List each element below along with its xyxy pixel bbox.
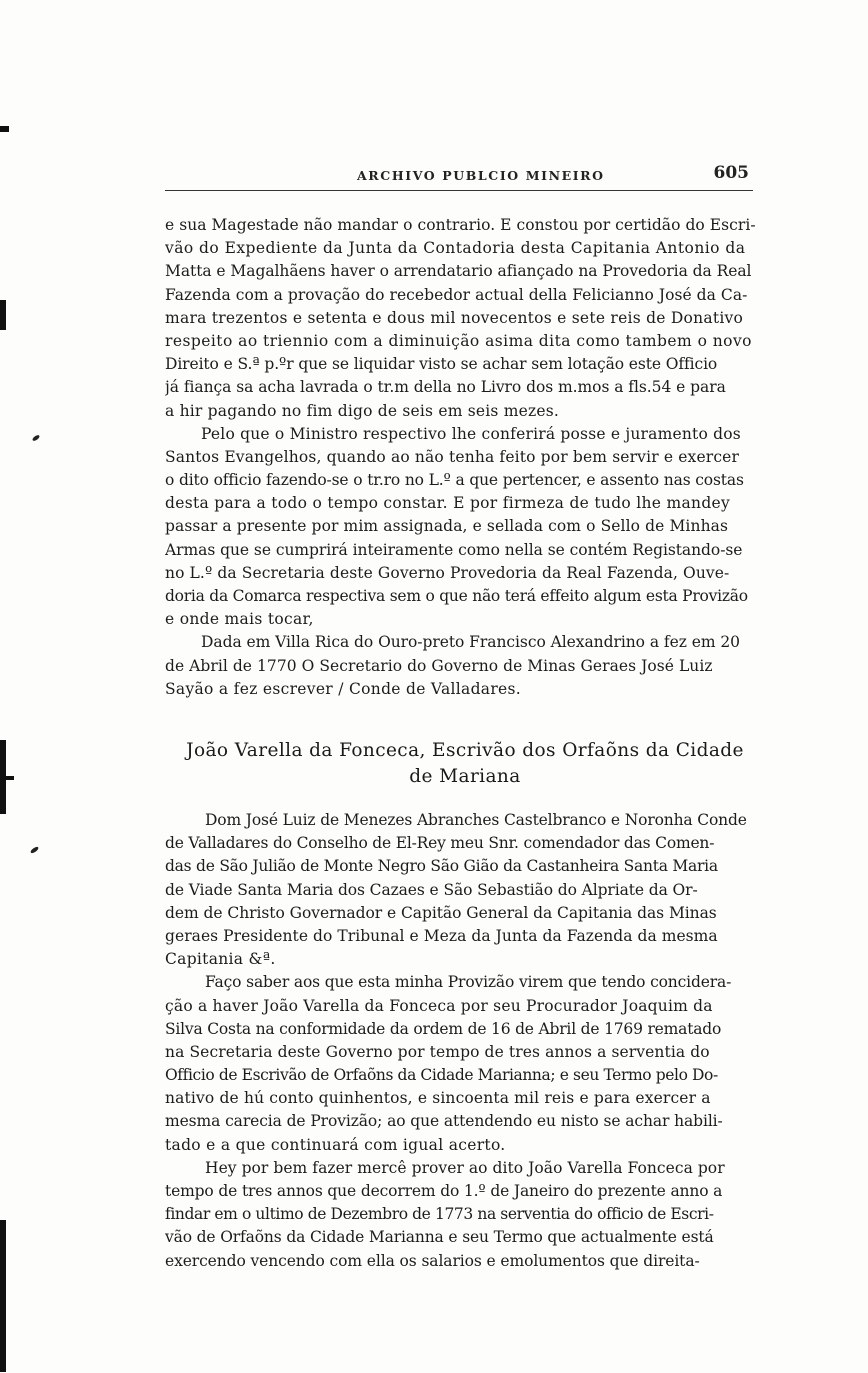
text-line: tado e a que continuará com igual acerto. [165, 1135, 506, 1154]
text-line: Direito e S.ª p.ºr que se liquidar visto se achar sem lotação este Officio [165, 355, 718, 374]
text-line: respeito ao triennio com a diminuição asima dita como tambem o novo [165, 331, 752, 350]
text-line: findar em o ultimo de Dezembro de 1773 na serventia do officio de Escri- [165, 1205, 714, 1224]
text-line: vão de Orfaõns da Cidade Marianna e seu Termo que actualmente está [165, 1228, 714, 1247]
header-rule [165, 190, 753, 191]
text-line: Officio de Escrivão de Orfaõns da Cidade Marianna; e seu Termo pelo Do- [165, 1066, 718, 1085]
text-line: mara trezentos e setenta e dous mil novecentos e sete reis de Donativo [165, 308, 744, 327]
section-title-line: João Varella da Fonceca, Escrivão dos Orfaõns da Cidade [186, 740, 744, 761]
text-line: Faço saber aos que esta minha Provizão virem que tendo concidera- [205, 973, 732, 992]
text-line: na Secretaria deste Governo por tempo de tres annos a serventia do [165, 1042, 710, 1061]
body-text-top [165, 214, 765, 701]
page-number: 605 [713, 163, 749, 183]
scan-edge-mark [0, 300, 6, 330]
text-line: ção a haver João Varella da Fonceca por seu Procurador Joaquim da [165, 996, 713, 1015]
text-line: geraes Presidente do Tribunal e Meza da Junta da Fazenda da mesma [165, 926, 718, 945]
text-line: desta para a todo o tempo constar. E por firmeza de tudo lhe mandey [165, 494, 731, 513]
text-line: de Valladares do Conselho de El-Rey meu Snr. comendador das Comen- [165, 834, 715, 853]
text-line: Silva Costa na conformidade da ordem de 16 de Abril de 1769 rematado [165, 1019, 722, 1038]
text-line: Armas que se cumprirá inteiramente como nella se contém Registando-se [165, 540, 743, 559]
body-text-bottom [165, 809, 765, 1273]
text-line: no L.º da Secretaria deste Governo Provedoria da Real Fazenda, Ouve- [165, 563, 730, 582]
text-line: Dom José Luiz de Menezes Abranches Castelbranco e Noronha Conde [205, 811, 747, 829]
text-line: de Abril de 1770 O Secretario do Governo de Minas Geraes José Luiz [165, 656, 713, 675]
text-line: exercendo vencendo com ella os salarios e emolumentos que direita- [165, 1251, 700, 1270]
text-line: e onde mais tocar, [165, 610, 314, 629]
text-line: Pelo que o Ministro respectivo lhe conferirá posse e juramento dos [201, 424, 741, 443]
text-line: o dito officio fazendo-se o tr.ro no L.º a que pertencer, e assento nas costas [165, 471, 744, 490]
text-line: e sua Magestade não mandar o contrario. E constou por certidão do Escri- [165, 216, 756, 234]
section-title-line: de Mariana [409, 766, 521, 787]
scan-speck [32, 434, 41, 442]
text-line: tempo de tres annos que decorrem do 1.º de Janeiro do prezente anno a [165, 1182, 723, 1200]
text-line: passar a presente por mim assignada, e sellada com o Sello de Minhas [165, 517, 729, 536]
journal-title: ARCHIVO PUBLCIO MINEIRO [357, 168, 605, 183]
text-line: Santos Evangelhos, quando ao não tenha feito por bem servir e exercer [165, 447, 740, 466]
scan-edge-mark [0, 1220, 6, 1372]
text-line: dem de Christo Governador e Capitão General da Capitania das Minas [165, 903, 717, 922]
scan-edge-mark [0, 126, 9, 132]
text-line: a hir pagando no fim digo de seis em seis mezes. [165, 401, 559, 420]
text-line: Matta e Magalhãens haver o arrendatario afiançado na Provedoria da Real [165, 262, 752, 281]
running-header [165, 163, 753, 188]
text-line: Capitania &ª. [165, 950, 276, 969]
text-line: Fazenda com a provação do recebedor actual della Felicianno José da Ca- [165, 285, 748, 304]
text-line: de Viade Santa Maria dos Cazaes e São Sebastião do Alpriate da Or- [165, 880, 698, 899]
text-line: mesma carecia de Provizão; ao que attendendo eu nisto se achar habili- [165, 1112, 723, 1131]
text-line: nativo de hú conto quinhentos, e sincoenta mil reis e para exercer a [165, 1089, 711, 1108]
text-line: vão do Expediente da Junta da Contadoria desta Capitania Antonio da [165, 239, 746, 258]
section-title [165, 738, 765, 790]
text-line: das de São Julião de Monte Negro São Gião da Castanheira Santa Maria [165, 857, 718, 876]
text-line: Sayão a fez escrever / Conde de Valladares. [165, 679, 522, 698]
scan-edge-mark [0, 776, 14, 780]
text-line: doria da Comarca respectiva sem o que não terá effeito algum esta Provizão [165, 587, 748, 605]
scan-speck [30, 846, 40, 854]
text-line: Hey por bem fazer mercê prover ao dito João Varella Fonceca por [205, 1158, 725, 1177]
text-line: já fiança sa acha lavrada o tr.m della no Livro dos m.mos a fls.54 e para [165, 378, 726, 397]
text-line: Dada em Villa Rica do Ouro-preto Francisco Alexandrino a fez em 20 [201, 633, 740, 652]
